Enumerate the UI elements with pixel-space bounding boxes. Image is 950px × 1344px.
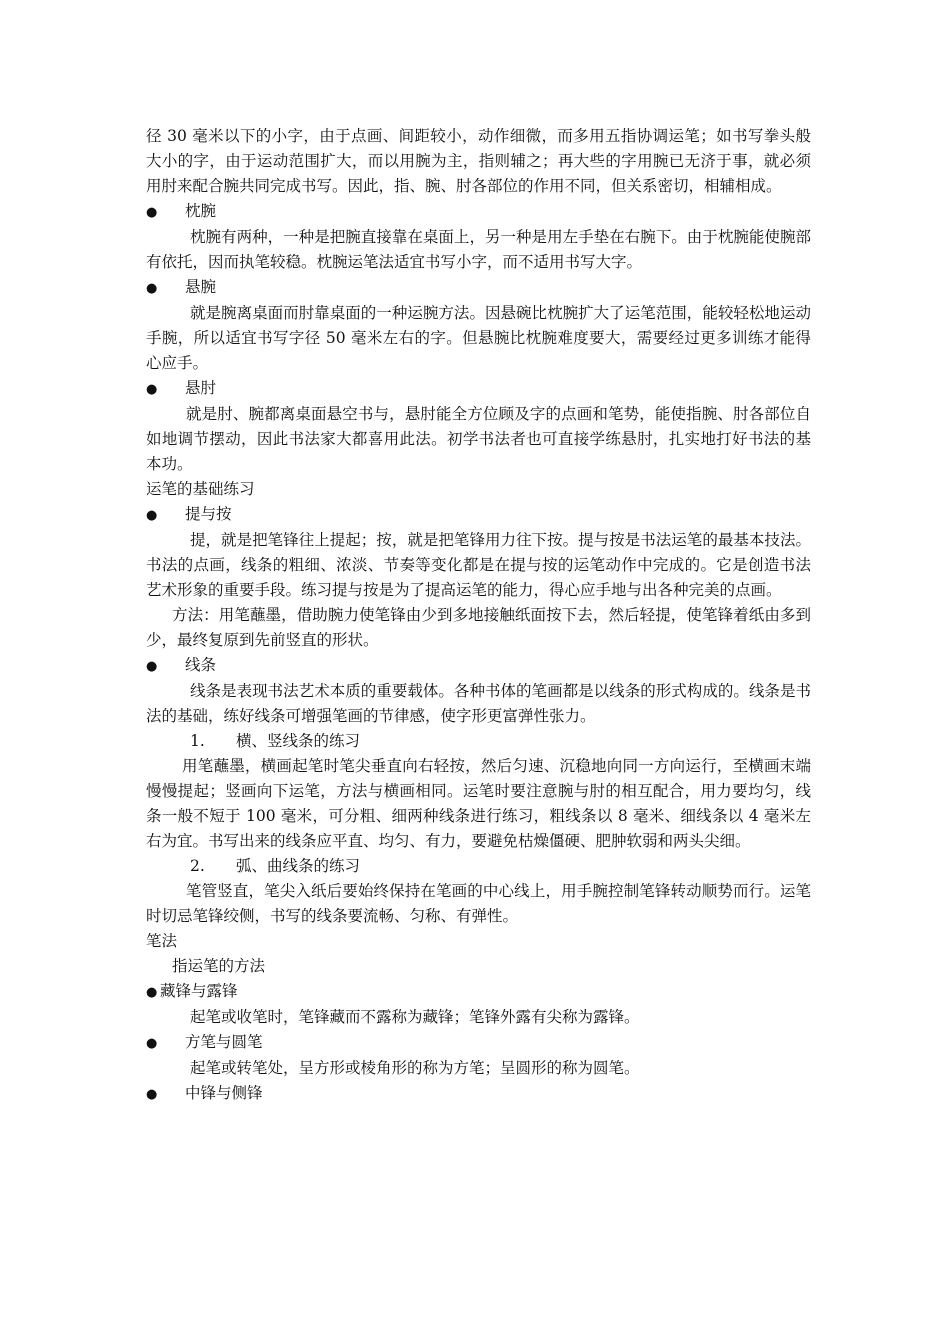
paragraph: 起笔或收笔时，笔锋藏而不露称为藏锋；笔锋外露有尖称为露锋。 (190, 1008, 640, 1026)
paragraph: 就是肘、腕都离桌面悬空书与，悬肘能全方位顾及字的点画和笔势，能使指腕、肘各部位自如地调节摆动，因此书法家大都喜用此法。初学书法者也可直接学练悬肘，扎实地打好书法的基本功。 (146, 405, 811, 473)
section-heading-xuanwan (146, 275, 811, 301)
section-title: 悬腕 (185, 278, 217, 296)
paragraph: 就是腕离桌面而肘靠桌面的一种运腕方法。因悬碗比枕腕扩大了运笔范围，能较轻松地运动手腕，所以适宜书写字径 50 毫米左右的字。但悬腕比枕腕难度要大，需要经过更多训练才能得心应手。 (146, 304, 811, 372)
section-title: 线条 (185, 656, 217, 674)
list-number: 1. (190, 732, 205, 750)
section-title: 藏锋与露锋 (160, 982, 238, 1000)
subheading: 指运笔的方法 (172, 957, 266, 975)
section-heading-cangfeng (146, 979, 811, 1005)
section-heading-zhongfeng (146, 1081, 811, 1107)
paragraph: 提，就是把笔锋往上提起；按，就是把笔锋用力往下按。提与按是书法运笔的最基本技法。书法的点画，线条的粗细、浓淡、节奏等变化都是在提与按的运笔动作中完成的。它是创造书法艺术形象的重要手段。练习提与按是为了提高运笔的能力，得心应手地与出各种完美的点画。 (146, 531, 811, 599)
section-title: 中锋与侧锋 (185, 1084, 263, 1102)
bullet-icon: ● (146, 281, 158, 296)
section-heading-xuanzhou (146, 376, 811, 402)
paragraph: 线条是表现书法艺术本质的重要载体。各种书体的笔画都是以线条的形式构成的。线条是书法的基础，练好线条可增强笔画的节律感，使字形更富弹性张力。 (146, 682, 811, 725)
section-heading-tiyuan (146, 502, 811, 528)
paragraph: 用笔蘸墨，横画起笔时笔尖垂直向右轻按，然后匀速、沉稳地向同一方向运行，至横画末端慢慢提起；竖画向下运笔，方法与横画相同。运笔时要注意腕与肘的相互配合，用力要均匀，线条一般不短于 100 毫米，可分粗、细两种线条进行练习，粗线条以 8 毫米、细线条以 4 毫米左右为宜。书写出来的线条应平直、均匀、有力，要避免枯燥僵硬、肥肿软弱和两头尖细。 (146, 757, 811, 850)
bullet-icon: ● (146, 508, 158, 523)
section-heading-xiantiao (146, 653, 811, 679)
paragraph: 笔管竖直，笔尖入纸后要始终保持在笔画的中心线上，用手腕控制笔锋转动顺势而行。运笔时切忌笔锋绞侧，书写的线条要流畅、匀称、有弹性。 (146, 882, 811, 925)
numbered-heading (146, 729, 811, 754)
bullet-icon: ● (146, 1087, 158, 1102)
numbered-heading (146, 854, 811, 879)
bullet-icon: ● (146, 205, 158, 220)
list-number: 2. (190, 857, 205, 875)
section-title: 枕腕 (185, 202, 217, 220)
paragraph: 方法：用笔蘸墨，借助腕力使笔锋由少到多地接触纸面按下去，然后轻提，使笔锋着纸由多到少，最终复原到先前竖直的形状。 (146, 606, 811, 649)
section-heading-fangbi (146, 1030, 811, 1056)
numbered-title: 弧、曲线条的练习 (236, 857, 361, 875)
paragraph: 径 30 毫米以下的小字，由于点画、间距较小，动作细微，而多用五指协调运笔；如书写拳头般大小的字，由于运动范围扩大，而以用腕为主，指则辅之；再大些的字用腕已无济于事，就必须用肘来配合腕共同完成书写。因此，指、腕、肘各部位的作用不同，但关系密切，相辅相成。 (146, 127, 811, 195)
section-heading-zhenwan (146, 199, 811, 225)
bullet-icon: ● (146, 1036, 158, 1051)
heading: 笔法 (146, 932, 178, 950)
numbered-title: 横、竖线条的练习 (236, 732, 361, 750)
section-title: 提与按 (185, 505, 232, 523)
bullet-icon: ● (146, 985, 158, 1000)
bullet-icon: ● (146, 382, 158, 397)
paragraph: 枕腕有两种，一种是把腕直接靠在桌面上，另一种是用左手垫在右腕下。由于枕腕能使腕部有依托，因而执笔较稳。枕腕运笔法适宜书写小字，而不适用书写大字。 (146, 228, 811, 271)
heading: 运笔的基础练习 (146, 480, 255, 498)
document-body (146, 124, 811, 1107)
section-title: 方笔与圆笔 (185, 1033, 263, 1051)
paragraph: 起笔或转笔处，呈方形或棱角形的称为方笔；呈圆形的称为圆笔。 (190, 1059, 640, 1077)
bullet-icon: ● (146, 659, 158, 674)
section-title: 悬肘 (185, 379, 217, 397)
